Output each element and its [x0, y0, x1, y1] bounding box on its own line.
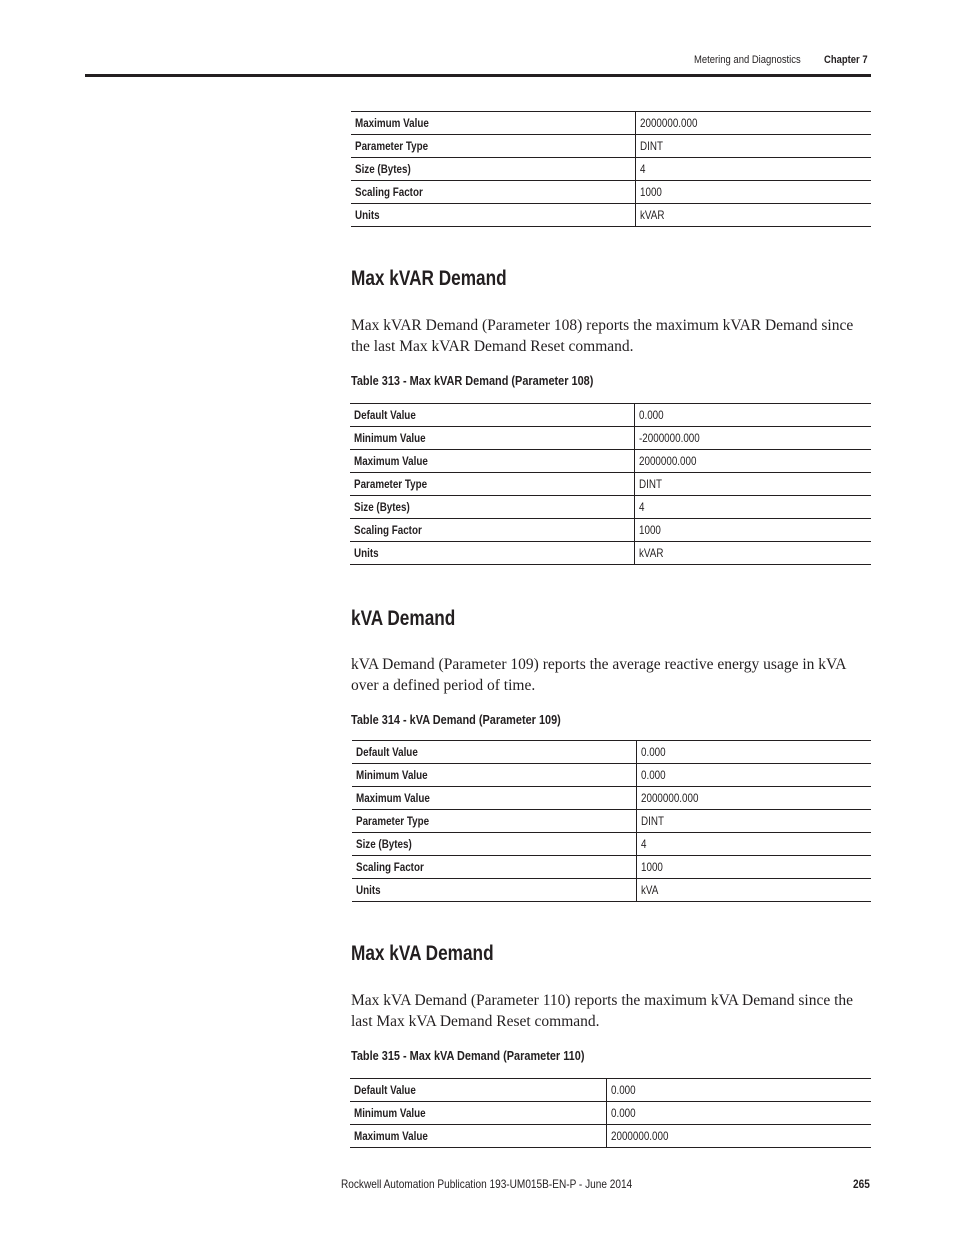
table-caption: Table 315 - Max kVA Demand (Parameter 110) [351, 1048, 585, 1063]
table-row [350, 450, 871, 473]
table-cell-label: Scaling Factor [352, 856, 637, 879]
table-row [350, 519, 871, 542]
table-cell-label: Default Value [350, 1079, 607, 1102]
section-heading-max-kva-demand: Max kVA Demand [351, 942, 494, 965]
table-row [350, 427, 871, 450]
table-cell-label: Scaling Factor [351, 181, 636, 204]
table-row [351, 158, 871, 181]
table-row [351, 135, 871, 158]
table-cell-value: DINT [637, 810, 872, 833]
table-cell-label: Default Value [352, 741, 637, 764]
page-number: 265 [853, 1177, 870, 1191]
table-cell-value: 2000000.000 [635, 450, 872, 473]
table-cell-value: 4 [635, 496, 872, 519]
table-caption: Table 314 - kVA Demand (Parameter 109) [351, 712, 561, 727]
table-row [352, 856, 871, 879]
table-cell-value: 2000000.000 [607, 1125, 872, 1148]
table-cell-value: 4 [637, 833, 872, 856]
table-row [352, 787, 871, 810]
table-cell-value: kVA [637, 879, 872, 902]
header-rule [85, 74, 871, 77]
table-row [351, 112, 871, 135]
table-cell-value: 1000 [635, 519, 872, 542]
table-cell-label: Units [351, 204, 636, 227]
table-row [350, 404, 871, 427]
table-cell-label: Size (Bytes) [350, 496, 635, 519]
table-cell-label: Units [352, 879, 637, 902]
table-cell-label: Maximum Value [352, 787, 637, 810]
table-row [352, 764, 871, 787]
table-cell-label: Minimum Value [350, 427, 635, 450]
table-cell-label: Maximum Value [350, 450, 635, 473]
table-cell-label: Default Value [350, 404, 635, 427]
table-cell-value: 0.000 [607, 1102, 872, 1125]
table-cell-value: 1000 [636, 181, 872, 204]
table-row [351, 181, 871, 204]
table-cell-label: Size (Bytes) [352, 833, 637, 856]
footer-publication: Rockwell Automation Publication 193-UM015B-EN-P - June 2014 [341, 1177, 633, 1191]
table-cell-value: DINT [635, 473, 872, 496]
table-cell-label: Minimum Value [352, 764, 637, 787]
table-cell-label: Parameter Type [352, 810, 637, 833]
table-cell-label: Maximum Value [350, 1125, 607, 1148]
table-cell-label: Maximum Value [351, 112, 636, 135]
table-row [350, 1079, 871, 1102]
parameter-table-kva-demand [352, 740, 871, 902]
table-cell-value: 1000 [637, 856, 872, 879]
table-row [352, 879, 871, 902]
table-cell-label: Size (Bytes) [351, 158, 636, 181]
table-cell-label: Scaling Factor [350, 519, 635, 542]
parameter-table-continued [351, 111, 871, 227]
table-cell-value: kVAR [635, 542, 872, 565]
table-row [350, 1125, 871, 1148]
table-row [350, 496, 871, 519]
table-cell-label: Parameter Type [350, 473, 635, 496]
table-row [350, 542, 871, 565]
table-cell-label: Parameter Type [351, 135, 636, 158]
table-caption: Table 313 - Max kVAR Demand (Parameter 108) [351, 373, 594, 388]
table-row [352, 833, 871, 856]
table-cell-label: Units [350, 542, 635, 565]
header-chapter-label: Chapter 7 [824, 54, 868, 66]
table-cell-value: 0.000 [637, 764, 872, 787]
section-paragraph: kVA Demand (Parameter 109) reports the average reactive energy usage in kVA over a defined period of time. [351, 656, 846, 694]
table-row [350, 1102, 871, 1125]
table-row [352, 741, 871, 764]
table-cell-value: 0.000 [635, 404, 872, 427]
table-cell-value: DINT [636, 135, 872, 158]
table-cell-value: kVAR [636, 204, 872, 227]
section-heading-max-kvar-demand: Max kVAR Demand [351, 267, 507, 290]
table-cell-value: 2000000.000 [636, 112, 872, 135]
table-row [352, 810, 871, 833]
table-cell-value: 2000000.000 [637, 787, 872, 810]
table-cell-label: Minimum Value [350, 1102, 607, 1125]
table-cell-value: 4 [636, 158, 872, 181]
page-header [0, 0, 954, 80]
table-cell-value: 0.000 [637, 741, 872, 764]
table-row [350, 473, 871, 496]
table-row [351, 204, 871, 227]
parameter-table-max-kva-demand [350, 1078, 871, 1148]
section-paragraph: Max kVA Demand (Parameter 110) reports the maximum kVA Demand since the last Max kVA Demand Reset command. [351, 992, 854, 1030]
header-section-title: Metering and Diagnostics [694, 54, 801, 66]
parameter-table-max-kvar-demand [350, 403, 871, 565]
section-heading-kva-demand: kVA Demand [351, 607, 456, 630]
table-cell-value: 0.000 [607, 1079, 872, 1102]
section-paragraph: Max kVAR Demand (Parameter 108) reports the maximum kVAR Demand since the last Max kVAR Demand Reset command. [351, 317, 854, 355]
table-cell-value: -2000000.000 [635, 427, 872, 450]
